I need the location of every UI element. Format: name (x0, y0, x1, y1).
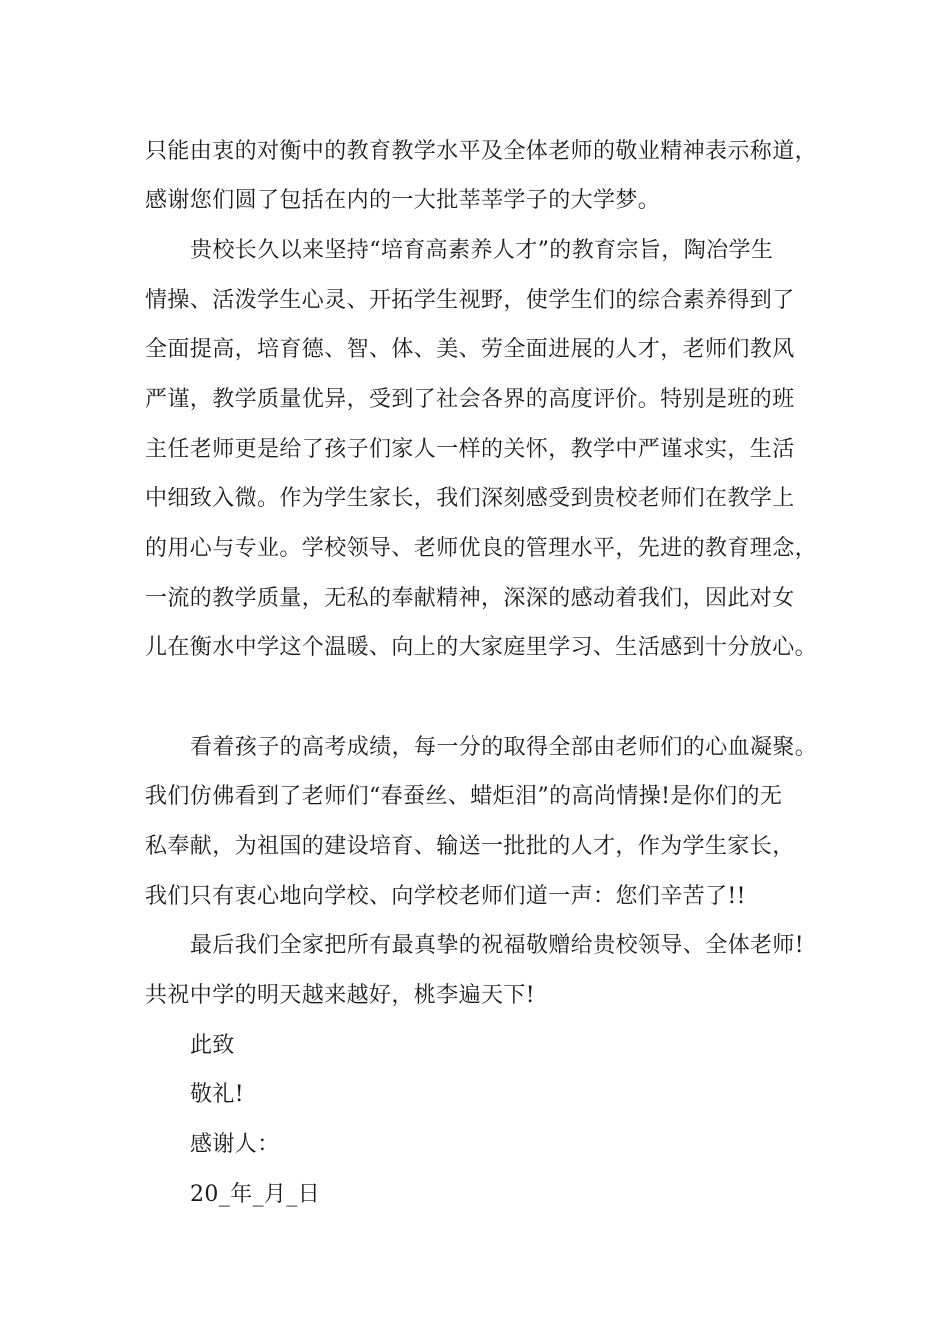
text-line: 私奉献，为祖国的建设培育、输送一批批的人才，作为学生家长， (145, 834, 795, 859)
text-line: 我们仿佛看到了老师们“春蚕丝、蜡炬泪”的高尚情操!是你们的无 (145, 784, 783, 809)
text-line: 我们只有衷心地向学校、向学校老师们道一声：您们辛苦了!! (145, 884, 746, 909)
text-line: 的用心与专业。学校领导、老师优良的管理水平，先进的教育理念， (145, 536, 818, 561)
paragraph-first-line: 最后我们全家把所有最真挚的祝福敬赠给贵校领导、全体老师! (190, 933, 805, 958)
text-line: 情操、活泼学生心灵、开拓学生视野，使学生们的综合素养得到了 (145, 288, 795, 313)
paragraph-first-line: 贵校长久以来坚持“培育高素养人才”的教育宗旨，陶冶学生 (190, 238, 774, 263)
text-line: 感谢您们圆了包括在内的一大批莘莘学子的大学梦。 (145, 188, 661, 213)
signature-label: 感谢人： (190, 1132, 280, 1157)
text-line: 儿在衡水中学这个温暖、向上的大家庭里学习、生活感到十分放心。 (145, 635, 818, 660)
text-line: 主任老师更是给了孩子们家人一样的关怀，教学中严谨求实，生活 (145, 437, 795, 462)
text-line: 一流的教学质量，无私的奉献精神，深深的感动着我们，因此对女 (145, 586, 795, 611)
closing-regards: 敬礼! (190, 1082, 245, 1107)
text-line: 全面提高，培育德、智、体、美、劳全面进展的人才，老师们教风 (145, 337, 795, 362)
closing-salutation: 此致 (190, 1033, 235, 1058)
text-line: 中细致入微。作为学生家长，我们深刻感受到贵校老师们在教学上 (145, 486, 795, 511)
date-line: 20_年_月_日 (190, 1182, 321, 1207)
text-line: 严谨，教学质量优异，受到了社会各界的高度评价。特别是班的班 (145, 387, 795, 412)
text-line: 只能由衷的对衡中的教育教学水平及全体老师的敬业精神表示称道， (145, 139, 818, 164)
paragraph-first-line: 看着孩子的高考成绩，每一分的取得全部由老师们的心血凝聚。 (190, 735, 818, 760)
text-line: 共祝中学的明天越来越好，桃李遍天下! (145, 983, 536, 1008)
